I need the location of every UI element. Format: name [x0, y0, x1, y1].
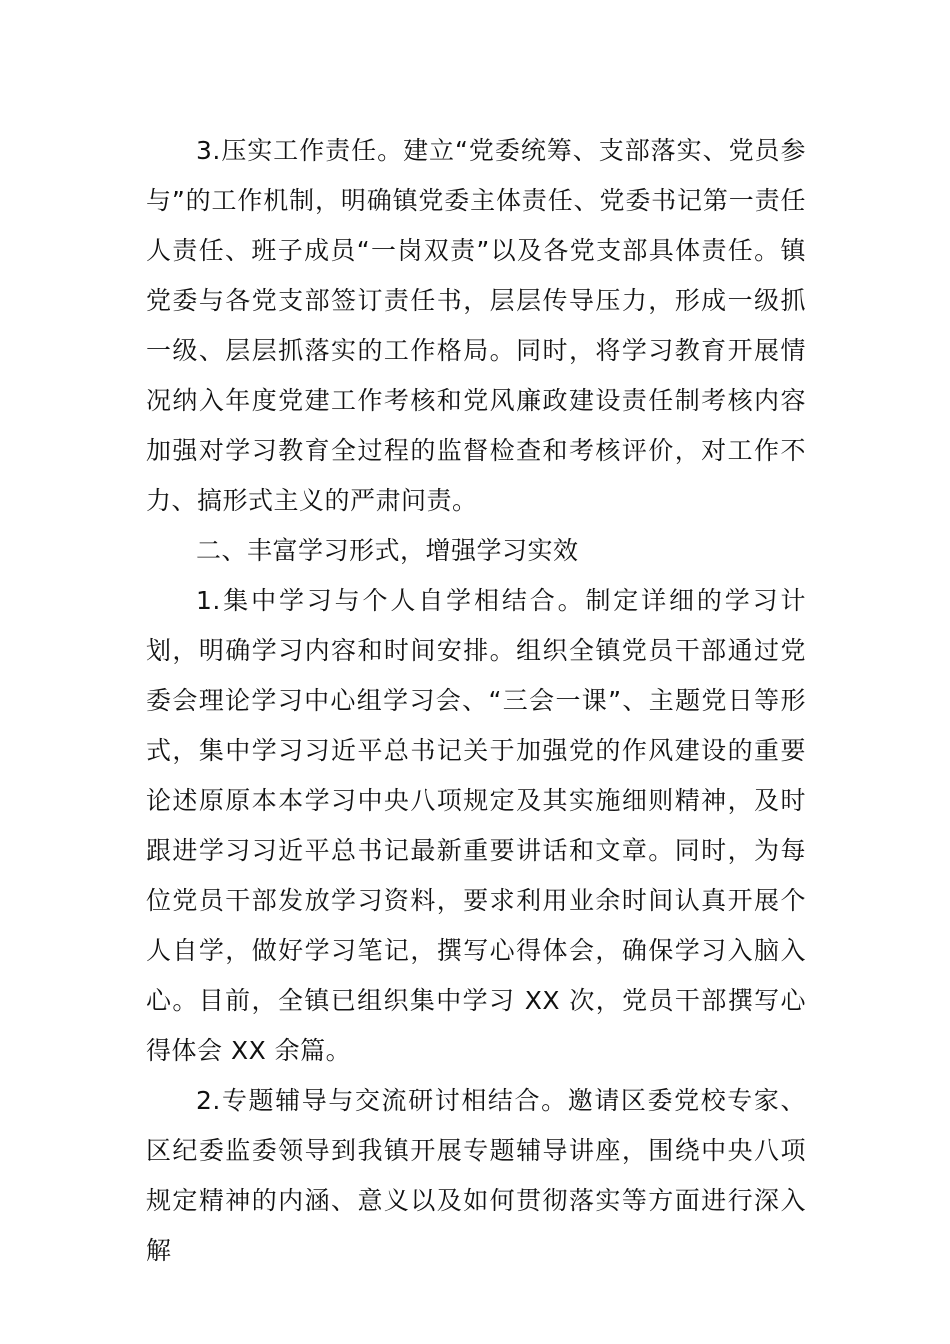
section-heading: 二、丰富学习形式，增强学习实效 [196, 536, 579, 565]
paragraph-study-combination: 1.集中学习与个人自学相结合。制定详细的学习计划，明确学习内容和时间安排。组织全镇党员干部通过党委会理论学习中心组学习会、“三会一课”、主题党日等形式，集中学习习近平总书记关于加强党的作风建设的重要论述原原本本学习中央八项规定及其实施细则精神，及时跟进学习习近平总书记最新重要讲话和文章。同时，为每位党员干部发放学习资料，要求利用业余时间认真开展个人自学，做好学习笔记，撰写心得体会，确保学习入脑入心。目前，全镇已组织集中学习 XX 次，党员干部撰写心得体会 XX 余篇。 [146, 586, 806, 1065]
paragraph-special-guidance: 2.专题辅导与交流研讨相结合。邀请区委党校专家、区纪委监委领导到我镇开展专题辅导讲座，围绕中央八项规定精神的内涵、意义以及如何贯彻落实等方面进行深入解 [146, 1086, 806, 1265]
paragraph-responsibility: 3.压实工作责任。建立“党委统筹、支部落实、党员参与”的工作机制，明确镇党委主体责任、党委书记第一责任人责任、班子成员“一岗双责”以及各党支部具体责任。镇党委与各党支部签订责任书，层层传导压力，形成一级抓一级、层层抓落实的工作格局。同时，将学习教育开展情况纳入年度党建工作考核和党风廉政建设责任制考核内容加强对学习教育全过程的监督检查和考核评价，对工作不力、搞形式主义的严肃问责。 [146, 136, 806, 515]
document-body [146, 126, 806, 1276]
